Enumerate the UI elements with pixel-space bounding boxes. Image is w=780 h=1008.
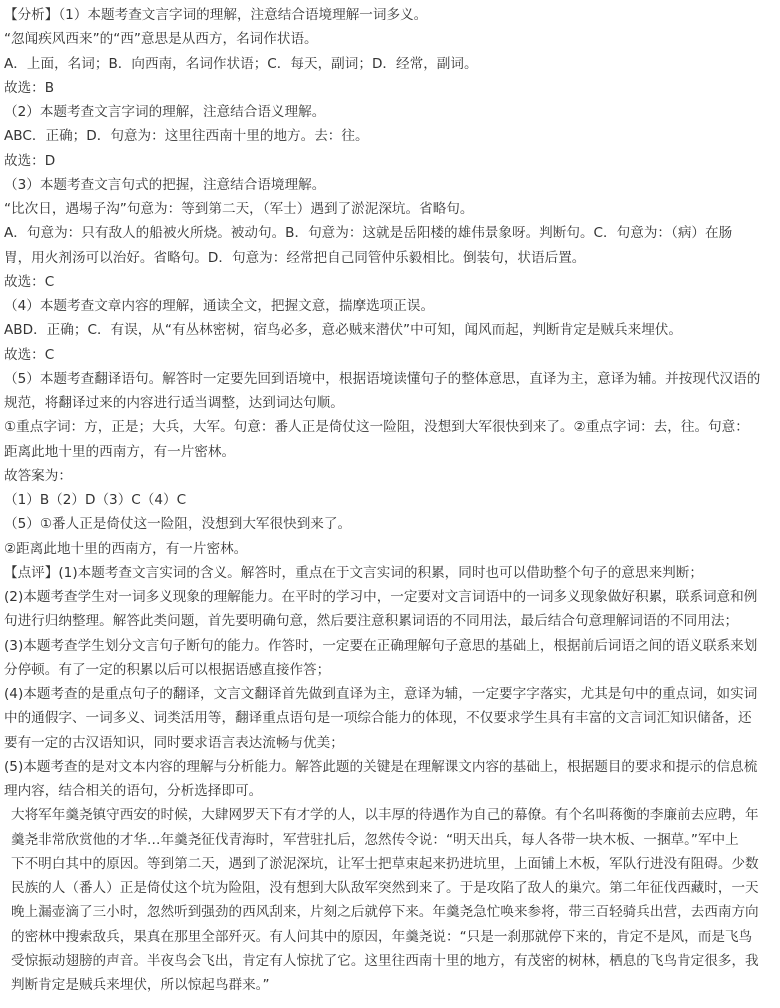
analysis-line: （3）本题考查文言句式的把握，注意结合语境理解。	[4, 176, 326, 193]
analysis-line: ②距离此地十里的西南方，有一片密林。	[4, 540, 248, 557]
translation-line: 羹尧非常欣赏他的才华…年羹尧征伐青海时，军营驻扎后，忽然传令说：“明天出兵，每人各带一块木板、一捆草。”军中上	[11, 831, 739, 848]
translation-line: 下不明白其中的原因。等到第二天，遇到了淤泥深坑，让军士把草束起来扔进坑里，上面铺上木板，军队行进没有阻碍。少数	[11, 855, 759, 872]
analysis-line: A．上面，名词；B．向西南，名词作状语；C．每天，副词；D．经常，副词。	[4, 55, 478, 72]
translation-line: 受惊振动翅膀的声音。半夜鸟会飞出，肯定有人惊扰了它。这里往西南十里的地方，有茂密的树林，栖息的飞鸟肯定很多，我	[11, 952, 759, 969]
analysis-line: “比次日，遇埸子沟”句意为：等到第二天，（军士）遇到了淤泥深坑。省略句。	[4, 201, 474, 217]
comment-line: (3)本题考查学生划分文言句子断句的能力。作答时，一定要在正确理解句子意思的基础上，根据前后词语之间的语义联系来划	[4, 637, 758, 654]
analysis-line: （4）本题考查文章内容的理解，通读全文，把握文意，揣摩选项正误。	[4, 298, 435, 314]
analysis-line: 距离此地十里的西南方，有一片密林。	[4, 443, 236, 460]
comment-line: (4)本题考查的是重点句子的翻译，文言文翻译首先做到直译为主，意译为辅，一定要字字落实，尤其是句中的重点词，如实词	[4, 686, 758, 702]
analysis-line: （5）本题考查翻译语句。解答时一定要先回到语境中，根据语境读懂句子的整体意思，直译为主，意译为辅。并按现代汉语的	[4, 370, 761, 387]
translation-line: 民族的人（番人）正是倚仗这个坑为险阻，没有想到大队敌军突然到来了。于是攻陷了敌人的巢穴。第二年征伐西藏时，一天	[11, 880, 759, 896]
comment-section	[4, 561, 776, 804]
analysis-line: （5）①番人正是倚仗这一险阻，没想到大军很快到来了。	[4, 516, 352, 533]
analysis-line: （1）B（2）D（3）C（4）C	[4, 492, 187, 508]
comment-line: (2)本题考查学生对一词多义现象的理解能力。在平时的学习中，一定要对文言词语中的一词多义现象做好积累，联系词意和例	[4, 589, 758, 605]
analysis-line: 故选：C	[4, 346, 55, 363]
analysis-line: 故选：D	[4, 152, 56, 169]
analysis-line: A．句意为：只有敌人的船被火所烧。被动句。B．句意为：这就是岳阳楼的雄伟景象呀。判断句。C．句意为：（病）在肠	[4, 225, 733, 242]
analysis-line: 【分析】（1）本题考查文言字词的理解，注意结合语境理解一词多义。	[4, 7, 428, 23]
analysis-line: 胃，用火剂汤可以治好。省略句。D．句意为：经常把自己同管仲乐毅相比。倒装句，状语后置。	[4, 249, 586, 266]
analysis-line: （2）本题考查文言字词的理解，注意结合语义理解。	[4, 104, 326, 120]
analysis-section	[4, 3, 776, 561]
comment-line: 理内容，结合相关的语句，分析选择即可。	[4, 783, 263, 799]
translation-section	[4, 803, 776, 997]
comment-line: 分停顿。有了一定的积累以后可以根据语感直接作答；	[4, 661, 331, 678]
comment-line: (5)本题考查的是对文本内容的理解与分析能力。解答此题的关键是在理解课文内容的基础上，根据题目的要求和提示的信息梳	[4, 758, 758, 775]
comment-line: 中的通假字、一词多义、词类活用等，翻译重点语句是一项综合能力的体现，不仅要求学生具有丰富的文言词汇知识储备，还	[4, 710, 752, 727]
analysis-line: ABD．正确；C．有误，从“有丛林密树，宿鸟必多，意必贼来潜伏”中可知，闻风而起，判断肯定是贼兵来埋伏。	[4, 322, 682, 339]
analysis-line: ①重点字词：方，正是；大兵，大军。句意：番人正是倚仗这一险阻，没想到大军很快到来了。②重点字词：去，往。句意：	[4, 419, 749, 436]
analysis-line: 规范，将翻译过来的内容进行适当调整，达到词达句顺。	[4, 395, 344, 411]
analysis-line: 故选：C	[4, 273, 55, 290]
translation-line: 的密林中搜索敌兵，果真在那里全部歼灭。有人问其中的原因，年羹尧说：“只是一刹那就停下来的，肯定不是风，而是飞鸟	[11, 928, 753, 945]
translation-line: 大将军年羹尧镇守西安的时候，大肆网罗天下有才学的人，以丰厚的待遇作为自己的幕僚。有个名叫蒋衡的李廉前去应聘，年	[11, 807, 759, 824]
analysis-line: ABC．正确；D．句意为：这里往西南十里的地方。去：往。	[4, 128, 369, 145]
analysis-line: 故答案为：	[4, 467, 72, 484]
answer-explanation-document	[4, 3, 776, 997]
comment-line: 句进行归纳整理。解答此类问题，首先要明确句意，然后要注意积累词语的不同用法，最后结合句意理解词语的不同用法；	[4, 613, 739, 630]
comment-line: 【点评】(1)本题考查文言实词的含义。解答时，重点在于文言实词的积累，同时也可以借助整个句子的意思来判断；	[4, 564, 703, 581]
analysis-line: “忽闻疾风西来”的“西”意思是从西方，名词作状语。	[4, 31, 318, 48]
comment-line: 要有一定的古汉语知识，同时要求语言表达流畅与优美；	[4, 734, 344, 751]
translation-line: 判断肯定是贼兵来埋伏，所以惊起鸟群来。”	[11, 977, 270, 993]
analysis-line: 故选：B	[4, 79, 55, 96]
translation-line: 晚上漏壶滴了三小时，忽然听到强劲的西风刮来，片刻之后就停下来。年羹尧急忙唤来参将，带三百轻骑兵出营，去西南方向	[11, 904, 759, 921]
